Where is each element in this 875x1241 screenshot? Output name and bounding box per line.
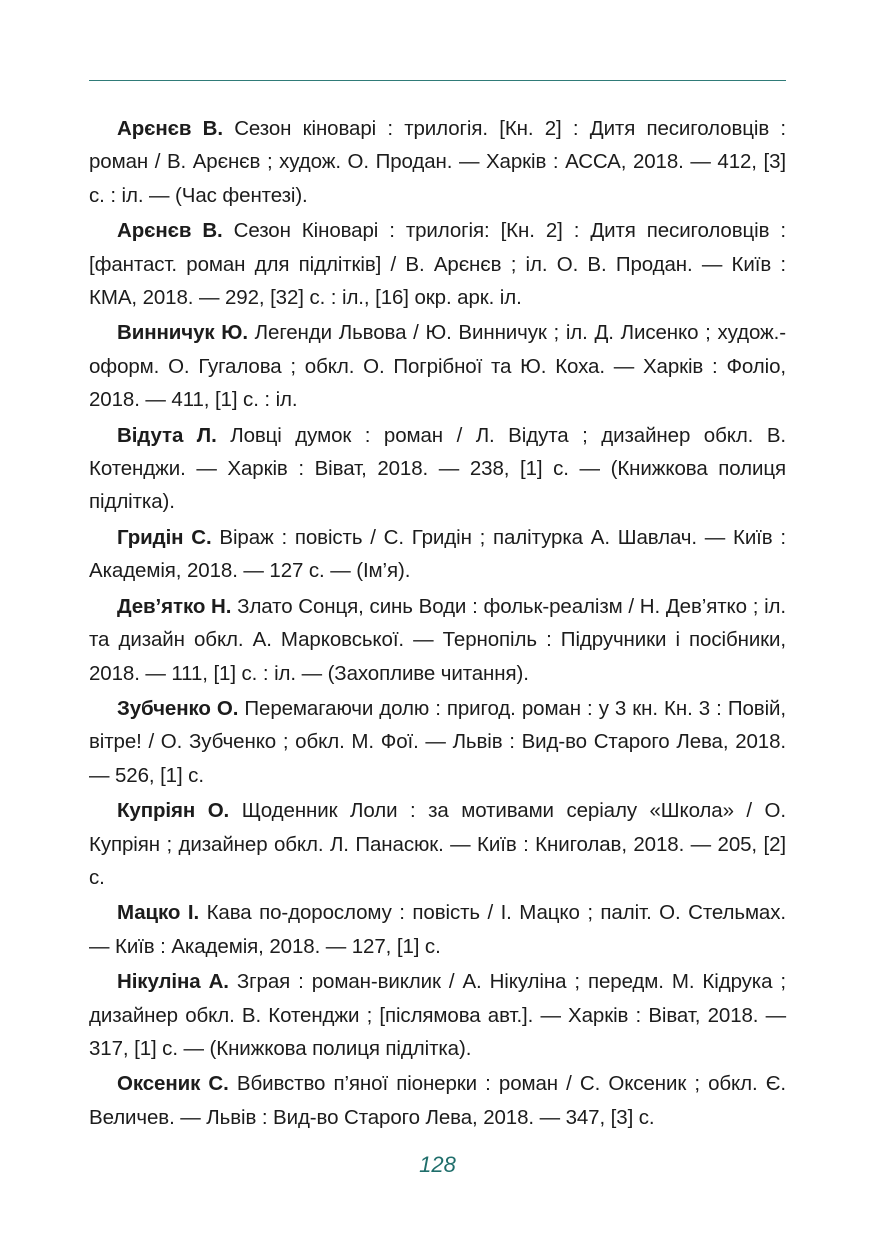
entry-text: Зграя : роман-виклик / А. Нікуліна ; передм. М. Кідрука ; дизайнер обкл. В. Котенджи ; [післямова авт.]. — Харків : Віват, 2018. — 317, [1] с. — (Книжкова полиця підлітка). xyxy=(89,970,786,1060)
bibliography-list xyxy=(89,112,786,1136)
bibliography-entry xyxy=(89,214,786,314)
bibliography-entry xyxy=(89,965,786,1065)
bibliography-entry xyxy=(89,316,786,416)
entry-author: Дев’ятко Н. xyxy=(117,594,232,618)
entry-text: Сезон кіноварі : трилогія. [Кн. 2] : Дитя песиголовців : роман / В. Арєнєв ; худож. О. Продан. — Харків : АССА, 2018. — 412, [3] с. : іл. — (Час фентезі). xyxy=(89,117,786,207)
entry-author: Купріян О. xyxy=(117,799,230,823)
entry-author: Гридін С. xyxy=(117,525,212,549)
entry-author: Винничук Ю. xyxy=(117,321,248,345)
bibliography-entry xyxy=(89,692,786,792)
entry-author: Нікуліна А. xyxy=(117,970,229,994)
entry-text: Легенди Львова / Ю. Винничук ; іл. Д. Лисенко ; худож.-оформ. О. Гугалова ; обкл. О. Погрібної та Ю. Коха. — Харків : Фоліо, 2018. — 411, [1] с. : іл. xyxy=(89,321,786,412)
bibliography-entry xyxy=(89,112,786,212)
bibliography-entry xyxy=(89,590,786,690)
entry-text: Віраж : повість / С. Гридін ; палітурка А. Шавлач. — Київ : Академія, 2018. — 127 с. — (Ім’я). xyxy=(89,525,786,583)
bibliography-entry xyxy=(89,794,786,894)
entry-text: Кава по-дорослому : повість / І. Мацко ; паліт. О. Стельмах. — Київ : Академія, 2018. — 127, [1] с. xyxy=(89,901,786,958)
entry-author: Відута Л. xyxy=(117,423,217,447)
entry-text: Щоденник Лоли : за мотивами серіалу «Школа» / О. Купріян ; дизайнер обкл. Л. Панасюк. — Київ : Книголав, 2018. — 205, [2] с. xyxy=(89,799,786,889)
bibliography-entry xyxy=(89,1067,786,1134)
entry-text: Перемагаючи долю : пригод. роман : у 3 кн. Кн. 3 : Повій, вітре! / О. Зубченко ; обкл. М. Фої. — Львів : Вид-во Старого Лева, 2018. — 526, [1] с. xyxy=(89,696,786,787)
entry-text: Вбивство п’яної піонерки : роман / С. Оксеник ; обкл. Є. Величев. — Львів : Вид-во Старого Лева, 2018. — 347, [3] с. xyxy=(89,1072,786,1129)
entry-author: Зубченко О. xyxy=(117,696,239,720)
bibliography-entry xyxy=(89,896,786,963)
entry-author: Мацко І. xyxy=(117,901,200,925)
page-number: 128 xyxy=(419,1152,456,1177)
entry-author: Арєнєв В. xyxy=(117,117,223,140)
entry-author: Оксеник С. xyxy=(117,1072,229,1096)
header-rule xyxy=(89,80,786,81)
entry-author: Арєнєв В. xyxy=(117,219,223,243)
entry-text: Сезон Кіноварі : трилогія: [Кн. 2] : Дитя песиголовців : [фантаст. роман для підлітків] / В. Арєнєв ; іл. О. В. Продан. — Київ : КМА, 2018. — 292, [32] с. : іл., [16] окр. арк. іл. xyxy=(89,219,786,310)
entry-text: Ловці думок : роман / Л. Відута ; дизайнер обкл. В. Котенджи. — Харків : Віват, 2018. — 238, [1] с. — (Книжкова полиця підлітка). xyxy=(89,423,786,514)
bibliography-entry xyxy=(89,521,786,588)
entry-text: Злато Сонця, синь Води : фольк-реалізм / Н. Дев’ятко ; іл. та дизайн обкл. А. Марковської. — Тернопіль : Підручники і посібники, 2018. — 111, [1] с. : іл. — (Захопливе читання). xyxy=(89,594,786,685)
bibliography-entry xyxy=(89,419,786,519)
